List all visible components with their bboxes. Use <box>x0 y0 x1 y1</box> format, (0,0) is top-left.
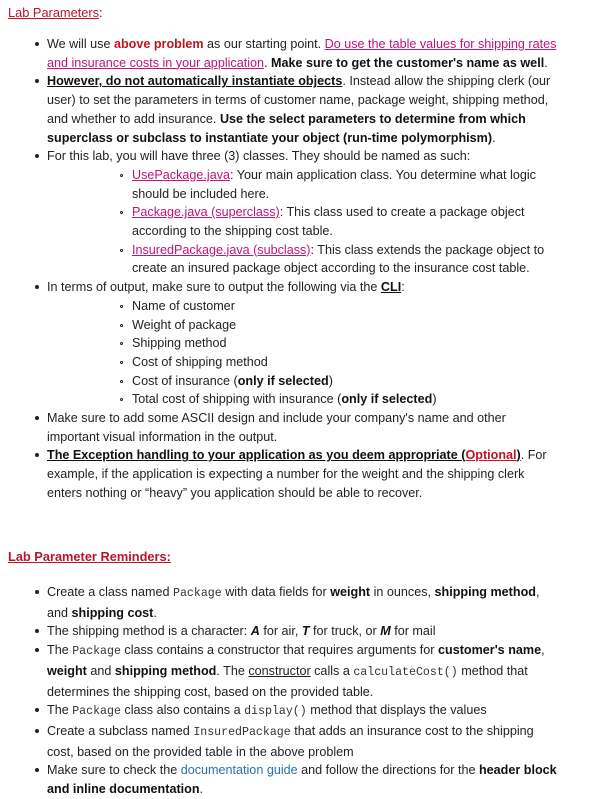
list-item: The Package class also contains a display() method that displays the values <box>0 701 560 722</box>
list-item: Make sure to check the documentation guide and follow the directions for the header block and inline documentation. <box>0 761 560 798</box>
documentation-guide-link[interactable]: documentation guide <box>180 763 298 778</box>
lab-parameters-heading: Lab Parameters: <box>8 5 103 20</box>
class-sublist <box>47 166 560 278</box>
sub-list-item: Weight of package <box>47 316 560 335</box>
list-item: Create a subclass named InsuredPackage that adds an insurance cost to the shipping cost, based on the provided table in the above problem <box>0 722 560 761</box>
sub-list-item: UsePackage.java: Your main application class. You determine what logic should be included here. <box>47 166 560 203</box>
list-item: The shipping method is a character: A for air, T for truck, or M for mail <box>0 622 560 641</box>
sub-list-item: Cost of shipping method <box>47 353 560 372</box>
output-sublist <box>47 297 560 409</box>
usepackage-link[interactable]: UsePackage.java <box>132 167 231 182</box>
list-item: However, do not automatically instantiate objects. Instead allow the shipping clerk (our user) to set the parameters in terms of customer name, package weight, shipping method, and whether to add insurance. Use the select parameters to determine from which superclass or subclass to instantiate your object (run-time polymorphism). <box>0 72 560 147</box>
list-item: For this lab, you will have three (3) classes. They should be named as such: UsePackage.java: Your main application class. You determine what logic should be included here. Package.java (superclass): This class used to create a package object according to the shipping cost table. InsuredPackage.java (subclass): This class extends the package object to create an insured package object according to the insurance cost table. <box>0 147 560 278</box>
sub-list-item: Shipping method <box>47 334 560 353</box>
list-item: Create a class named Package with data fields for weight in ounces, shipping method, and shipping cost. <box>0 583 560 622</box>
insuredpackage-link[interactable]: InsuredPackage.java (subclass) <box>132 242 311 257</box>
list-item: We will use above problem as our starting point. Do use the table values for shipping rates and insurance costs in your application. Make sure to get the customer's name as well. <box>0 35 560 72</box>
lab-parameters-list <box>0 35 560 503</box>
highlight-text: above problem <box>113 37 204 51</box>
list-item: The Package class contains a constructor that requires arguments for customer's name, weight and shipping method. The constructor calls a calculateCost() method that determines the shipping cost, based on the provided table. <box>0 641 560 701</box>
reminders-heading: Lab Parameter Reminders: <box>8 549 171 564</box>
reminders-list <box>0 583 560 799</box>
sub-list-item: Name of customer <box>47 297 560 316</box>
sub-list-item: Total cost of shipping with insurance (only if selected) <box>47 390 560 409</box>
table-values-link[interactable]: Do use the table values for shipping rates and insurance costs in your application <box>47 37 557 70</box>
package-link[interactable]: Package.java (superclass) <box>132 205 280 220</box>
list-item: The Exception handling to your application as you deem appropriate (Optional). For example, if the application is expecting a number for the weight and the shipping clerk enters nothing or “heavy” you application should be able to recover. <box>0 446 560 502</box>
sub-list-item: InsuredPackage.java (subclass): This class extends the package object to create an insured package object according to the insurance cost table. <box>47 241 560 278</box>
sub-list-item: Cost of insurance (only if selected) <box>47 372 560 391</box>
list-item: Make sure to add some ASCII design and include your company's name and other important visual information in the output. <box>0 409 560 446</box>
sub-list-item: Package.java (superclass): This class used to create a package object according to the shipping cost table. <box>47 203 560 240</box>
list-item: In terms of output, make sure to output the following via the CLI: Name of customer Weight of package Shipping method Cost of shipping method Cost of insurance (only if selected) Total cost of shipping with insurance (only if selected) <box>0 278 560 409</box>
